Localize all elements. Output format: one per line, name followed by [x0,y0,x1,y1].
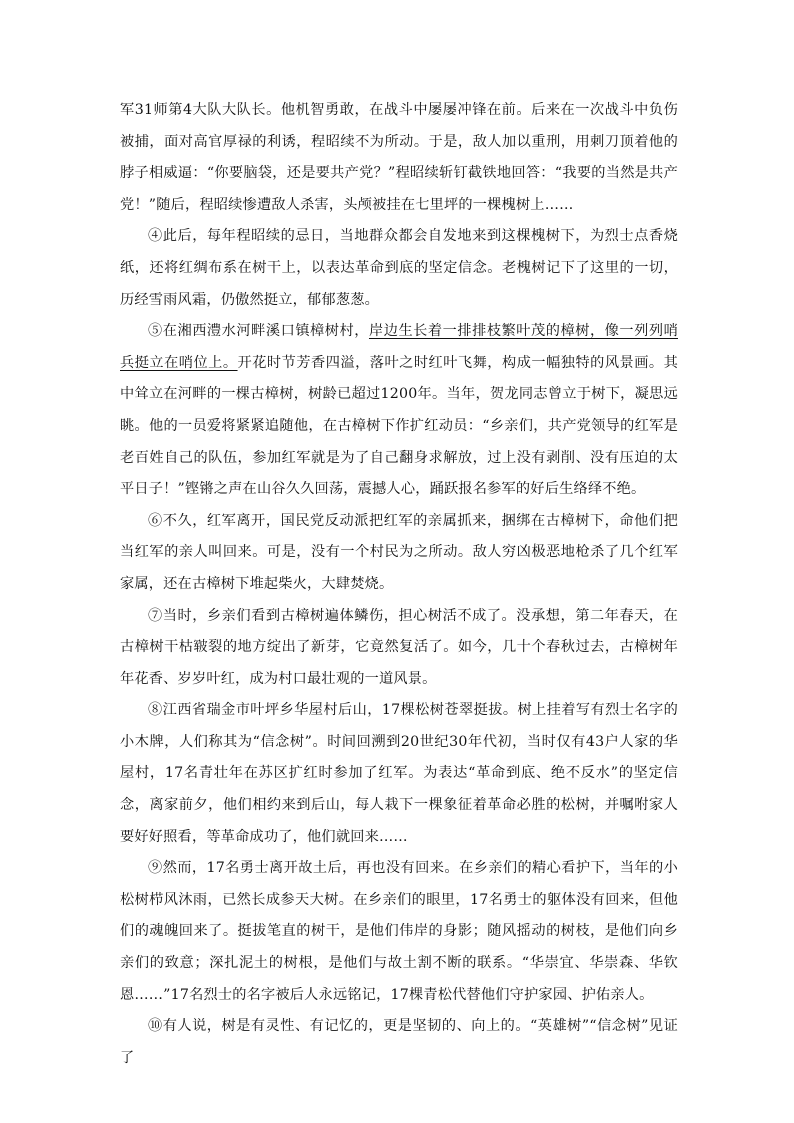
paragraph-text: ⑧江西省瑞金市叶坪乡华屋村后山，17棵松树苍翠挺拔。树上挂着写有烈士名字的小木牌，人们称其为“信念树”。时间回溯到20世纪30年代初，当时仅有43户人家的华屋村，17名青壮年在苏区扩红时参加了红军。为表达“革命到底、绝不反水”的坚定信念，离家前夕，他们相约来到后山，每人栽下一棵象征着革命必胜的松树，并嘱咐家人要好好照看，等革命成功了，他们就回来…… [120,702,678,845]
paragraph-text: 开花时节芳香四溢，落叶之时红叶飞舞，构成一幅独特的风景画。其中耸立在河畔的一棵古樟树，树龄已超过1200年。当年，贺龙同志曾立于树下，凝思远眺。他的一员爱将紧紧追随他，在古樟树下作扩红动员：“乡亲们，共产党领导的红军是老百姓自己的队伍，参加红军就是为了自己翻身求解放，过上没有剥削、没有压迫的太平日子！”铿锵之声在山谷久久回荡，震撼人心，踊跃报名参军的好后生络绎不绝。 [120,354,678,498]
paragraph-text: ⑩有人说，树是有灵性、有记忆的，更是坚韧的、向上的。“英雄树”“信念树”见证了 [120,1018,678,1066]
paragraph-9 [120,853,678,1011]
underlined-sentence: 岸边生长着一排排枝繁叶茂的樟树，像一列列哨兵挺立在哨位上。 [120,323,678,371]
paragraph-5 [120,316,678,506]
paragraph-6 [120,506,678,601]
article-body [120,95,678,1074]
paragraph-continued [120,95,678,221]
paragraph-4 [120,221,678,316]
paragraph-text: ⑥不久，红军离开，国民党反动派把红军的亲属抓来，捆绑在古樟树下，命他们把当红军的亲人叫回来。可是，没有一个村民为之所动。敌人穷凶极恶地枪杀了几个红军家属，还在古樟树下堆起柴火，大肆焚烧。 [120,512,678,592]
paragraph-text: ⑨然而，17名勇士离开故土后，再也没有回来。在乡亲们的精心看护下，当年的小松树栉风沐雨，已然长成参天大树。在乡亲们的眼里，17名勇士的躯体没有回来，但他们的魂魄回来了。挺拔笔直的树干，是他们伟岸的身影；随风摇动的树枝，是他们向乡亲们的致意；深扎泥土的树根，是他们与故土割不断的联系。“华崇宜、华崇森、华钦恩……”17名烈士的名字被后人永远铭记，17棵青松代替他们守护家园、护佑亲人。 [120,860,678,1003]
paragraph-7 [120,601,678,696]
paragraph-text: ⑤在湘西澧水河畔溪口镇樟树村， [148,323,369,340]
paragraph-8 [120,695,678,853]
paragraph-text: 军31师第4大队大队长。他机智勇敢，在战斗中屡屡冲锋在前。后来在一次战斗中负伤被捕，面对高官厚禄的利诱，程昭续不为所动。于是，敌人加以重刑，用刺刀顶着他的脖子相威逼：“你要脑袋，还是要共产党？”程昭续斩钉截铁地回答：“我要的当然是共产党！”随后，程昭续惨遭敌人杀害，头颅被挂在七里坪的一棵槐树上…… [120,102,678,213]
paragraph-10 [120,1011,678,1074]
paragraph-text: ④此后，每年程昭续的忌日，当地群众都会自发地来到这棵槐树下，为烈士点香烧纸，还将红绸布系在树干上，以表达革命到底的坚定信念。老槐树记下了这里的一切，历经雪雨风霜，仍傲然挺立，郁郁葱葱。 [120,228,678,308]
paragraph-text: ⑦当时，乡亲们看到古樟树遍体鳞伤，担心树活不成了。没承想，第二年春天，在古樟树干枯皲裂的地方绽出了新芽，它竟然复活了。如今，几十个春秋过去，古樟树年年花香、岁岁叶红，成为村口最壮观的一道风景。 [120,607,678,687]
